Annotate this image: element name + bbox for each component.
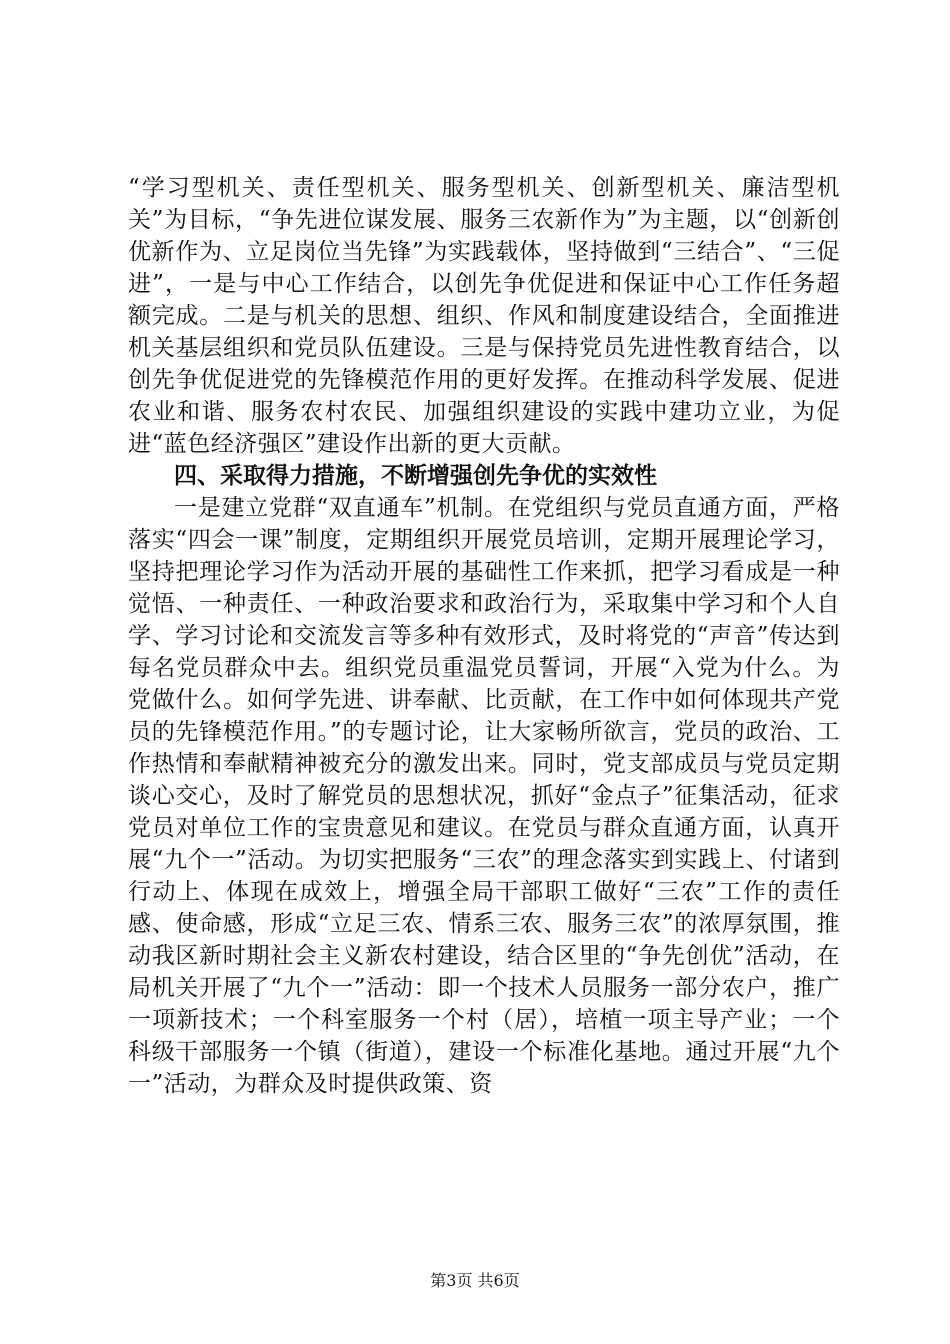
body-paragraph: 一是建立党群“双直通车”机制。在党组织与党员直通方面，严格落实“四会一课”制度，定期组织开展党员培训，定期开展理论学习，坚持把理论学习作为活动开展的基础性工作来抓，把学习看成是一种觉悟、一种责任、一种政治要求和政治行为，采取集中学习和个人自学、学习讨论和交流发言等多种有效形式，及时将党的“声音”传达到每名党员群众中去。组织党员重温党员誓词，开展“入党为什么。为党做什么。如何学先进、讲奉献、比贡献，在工作中如何体现共产党员的先锋模范作用。”的专题讨论，让大家畅所欲言，党员的政治、工作热情和奉献精神被充分的激发出来。同时，党支部成员与党员定期谈心交心，及时了解党员的思想状况，抓好“金点子”征集活动，征求党员对单位工作的宝贵意见和建议。在党员与群众直通方面，认真开展“九个一”活动。为切实把服务“三农”的理念落实到实践上、付诸到行动上、体现在成效上，增强全局干部职工做好“三农”工作的责任感、使命感，形成“立足三农、情系三农、服务三农”的浓厚氛围，推动我区新时期社会主义新农村建设，结合区里的“争先创优”活动，在局机关开展了“九个一”活动：即一个技术人员服务一部分农户，推广一项新技术；一个科室服务一个村（居），培植一项主导产业；一个科级干部服务一个镇（街道），建设一个标准化基地。通过开展“九个一”活动，为群众及时提供政策、资 [128, 495, 840, 1097]
body-paragraph: “学习型机关、责任型机关、服务型机关、创新型机关、廉洁型机关”为目标，“争先进位谋发展、服务三农新作为”为主题，以“创新创优新作为、立足岗位当先锋”为实践载体，坚持做到“三结合”、“三促进”，一是与中心工作结合，以创先争优促进和保证中心工作任务超额完成。二是与机关的思想、组织、作风和制度建设结合，全面推进机关基层组织和党员队伍建设。三是与保持党员先进性教育结合，以创先争优促进党的先锋模范作用的更好发挥。在推动科学发展、促进农业和谐、服务农村农民、加强组织建设的实践中建功立业，为促进“蓝色经济强区”建设作出新的更大贡献。 [128, 175, 840, 457]
section-heading: 四、采取得力措施，不断增强创先争优的实效性 [174, 463, 657, 489]
document-body [128, 172, 840, 1100]
page-number: 第3页 共6页 [430, 1271, 520, 1290]
